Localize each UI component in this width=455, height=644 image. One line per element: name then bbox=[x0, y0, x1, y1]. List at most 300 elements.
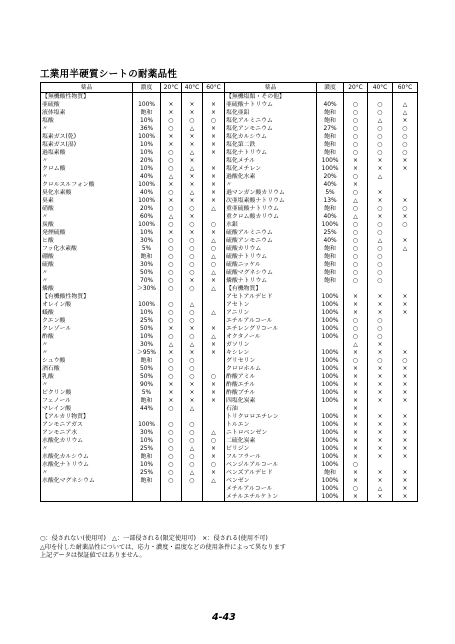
rating-20c: △ bbox=[161, 341, 182, 349]
chemical-name: ピリジン bbox=[225, 445, 317, 453]
rating-60c: × bbox=[203, 341, 225, 349]
rating-20c: × bbox=[344, 349, 368, 357]
rating-60c: △ bbox=[203, 309, 225, 317]
rating-60c: × bbox=[203, 149, 225, 157]
rating-60c bbox=[203, 317, 225, 325]
concentration: 60% bbox=[133, 213, 161, 221]
concentration: 飽和 bbox=[317, 253, 344, 261]
concentration: 飽和 bbox=[317, 269, 344, 277]
rating-40c: ○ bbox=[368, 317, 393, 325]
rating-20c: ○ bbox=[344, 461, 368, 469]
rating-40c bbox=[182, 293, 203, 301]
chemical-name: 過マンガン酸カリウム bbox=[225, 189, 317, 197]
concentration: 100% bbox=[317, 373, 344, 381]
concentration: 100% bbox=[317, 301, 344, 309]
rating-40c: △ bbox=[368, 485, 393, 493]
rating-60c bbox=[393, 261, 418, 269]
table-row bbox=[41, 413, 418, 421]
rating-40c: ○ bbox=[182, 421, 203, 429]
concentration: 100% bbox=[317, 461, 344, 469]
rating-60c: ○ bbox=[203, 245, 225, 253]
rating-40c: ○ bbox=[368, 253, 393, 261]
header-60c: 60°C bbox=[203, 83, 225, 93]
header-chemical: 薬品 bbox=[225, 83, 317, 93]
concentration: 100% bbox=[317, 293, 344, 301]
rating-20c: ○ bbox=[344, 109, 368, 117]
rating-60c: × bbox=[203, 445, 225, 453]
chemical-name: シュウ酸 bbox=[41, 357, 133, 365]
table-row bbox=[41, 141, 418, 149]
rating-20c: ○ bbox=[161, 469, 182, 477]
chemical-name: クロム酸 bbox=[41, 165, 133, 173]
rating-40c: ○ bbox=[182, 285, 203, 293]
rating-40c: × bbox=[368, 341, 393, 349]
concentration: 10% bbox=[133, 165, 161, 173]
rating-40c: ○ bbox=[182, 333, 203, 341]
rating-60c: × bbox=[393, 165, 418, 173]
rating-40c: × bbox=[182, 197, 203, 205]
table-row bbox=[41, 109, 418, 117]
rating-60c bbox=[393, 229, 418, 237]
table-row bbox=[41, 125, 418, 133]
concentration: 50% bbox=[133, 365, 161, 373]
rating-60c: × bbox=[393, 493, 418, 502]
concentration: 10% bbox=[133, 117, 161, 125]
rating-20c: × bbox=[344, 397, 368, 405]
rating-40c: ○ bbox=[182, 269, 203, 277]
concentration: 100% bbox=[317, 437, 344, 445]
rating-20c: ○ bbox=[161, 333, 182, 341]
rating-20c: × bbox=[344, 165, 368, 173]
chemical-name: アンモニアガス bbox=[41, 421, 133, 429]
rating-40c: × bbox=[368, 213, 393, 221]
chemical-name: 水酸化カリウム bbox=[41, 437, 133, 445]
concentration: 10% bbox=[133, 141, 161, 149]
rating-60c: △ bbox=[203, 477, 225, 485]
chemical-name: 酢酸エチル bbox=[225, 381, 317, 389]
rating-40c: × bbox=[368, 397, 393, 405]
chemical-name: 燐酸ナトリウム bbox=[225, 277, 317, 285]
table-row bbox=[41, 205, 418, 213]
chemical-name bbox=[41, 493, 133, 502]
concentration: 100% bbox=[317, 421, 344, 429]
rating-60c: × bbox=[393, 453, 418, 461]
chemical-name: 〃 bbox=[41, 349, 133, 357]
concentration: 20% bbox=[317, 173, 344, 181]
rating-60c: × bbox=[393, 389, 418, 397]
rating-20c: × bbox=[161, 381, 182, 389]
rating-60c: ○ bbox=[393, 221, 418, 229]
chemical-name: 水酸化カルシウム bbox=[41, 453, 133, 461]
concentration bbox=[317, 285, 344, 293]
concentration bbox=[133, 293, 161, 301]
rating-40c: × bbox=[368, 389, 393, 397]
concentration: 70% bbox=[133, 277, 161, 285]
rating-40c: × bbox=[182, 229, 203, 237]
rating-40c: ○ bbox=[368, 261, 393, 269]
concentration: 飽和 bbox=[317, 277, 344, 285]
table-row bbox=[41, 277, 418, 285]
header-chemical: 薬品 bbox=[41, 83, 133, 93]
concentration: 飽和 bbox=[317, 261, 344, 269]
rating-20c: ○ bbox=[344, 325, 368, 333]
chemical-name: クエン酸 bbox=[41, 317, 133, 325]
rating-20c: ○ bbox=[344, 205, 368, 213]
rating-40c: ○ bbox=[182, 365, 203, 373]
table-row bbox=[41, 101, 418, 109]
chemical-name: 硫酸カリウム bbox=[225, 245, 317, 253]
table-row bbox=[41, 261, 418, 269]
header-concentration: 濃度 bbox=[133, 83, 161, 93]
rating-40c bbox=[368, 461, 393, 469]
rating-60c: ○ bbox=[393, 357, 418, 365]
disclaimer-note: 上記データは保証値ではありません。 bbox=[40, 552, 146, 560]
rating-40c: ○ bbox=[368, 101, 393, 109]
rating-40c: × bbox=[182, 133, 203, 141]
rating-40c: × bbox=[368, 493, 393, 502]
concentration: 100% bbox=[317, 397, 344, 405]
rating-40c: △ bbox=[182, 445, 203, 453]
concentration: 100% bbox=[133, 421, 161, 429]
page-title: 工業用半硬質シートの耐薬品性 bbox=[40, 69, 178, 80]
rating-40c: ○ bbox=[182, 437, 203, 445]
table-row bbox=[41, 189, 418, 197]
table-row bbox=[41, 445, 418, 453]
concentration: 100% bbox=[317, 493, 344, 502]
rating-40c bbox=[182, 93, 203, 102]
rating-40c: ○ bbox=[368, 269, 393, 277]
chemical-name: 石油 bbox=[225, 405, 317, 413]
rating-20c: ○ bbox=[161, 405, 182, 413]
chemical-name: エチレングリコール bbox=[225, 325, 317, 333]
concentration: 40% bbox=[317, 101, 344, 109]
concentration: 30% bbox=[133, 237, 161, 245]
rating-60c: × bbox=[393, 485, 418, 493]
concentration: 25% bbox=[133, 445, 161, 453]
table-row bbox=[41, 237, 418, 245]
concentration: 44% bbox=[133, 405, 161, 413]
rating-40c: ○ bbox=[368, 277, 393, 285]
table-row bbox=[41, 165, 418, 173]
rating-20c: ○ bbox=[344, 101, 368, 109]
concentration: 90% bbox=[133, 381, 161, 389]
chemical-name: 臭素 bbox=[41, 197, 133, 205]
chemical-name: 塩素ガス(湿) bbox=[41, 141, 133, 149]
concentration: ＞95% bbox=[133, 349, 161, 357]
rating-40c: × bbox=[182, 277, 203, 285]
rating-20c: × bbox=[161, 109, 182, 117]
chemical-name: フルフラール bbox=[225, 453, 317, 461]
rating-40c: × bbox=[182, 109, 203, 117]
concentration: 30% bbox=[133, 429, 161, 437]
rating-20c: ○ bbox=[344, 229, 368, 237]
rating-40c: × bbox=[182, 397, 203, 405]
concentration: 10% bbox=[133, 149, 161, 157]
chemical-name: 【無機塩類・その他】 bbox=[225, 93, 317, 102]
chemical-name: 硝酸 bbox=[41, 205, 133, 213]
header-40c: 40°C bbox=[182, 83, 203, 93]
rating-60c: × bbox=[203, 109, 225, 117]
rating-60c: × bbox=[203, 189, 225, 197]
concentration bbox=[133, 493, 161, 502]
chemical-name: 水酸化ナトリウム bbox=[41, 461, 133, 469]
rating-20c: × bbox=[161, 181, 182, 189]
rating-20c: × bbox=[344, 293, 368, 301]
concentration: 10% bbox=[133, 309, 161, 317]
rating-20c: ○ bbox=[344, 269, 368, 277]
chemical-name: ヒ酸 bbox=[41, 237, 133, 245]
concentration: 25% bbox=[133, 317, 161, 325]
chemical-name: 〃 bbox=[41, 469, 133, 477]
rating-60c: △ bbox=[203, 237, 225, 245]
chemical-name: 塩化カルシウム bbox=[225, 133, 317, 141]
rating-20c: ○ bbox=[161, 205, 182, 213]
chemical-name: オレイン酸 bbox=[41, 301, 133, 309]
rating-60c bbox=[393, 277, 418, 285]
concentration: 100% bbox=[317, 477, 344, 485]
concentration: 100% bbox=[317, 317, 344, 325]
chemical-name: 酢酸ブチル bbox=[225, 389, 317, 397]
rating-60c bbox=[393, 405, 418, 413]
concentration: 飽和 bbox=[317, 469, 344, 477]
rating-40c: ○ bbox=[368, 133, 393, 141]
rating-60c: × bbox=[203, 141, 225, 149]
rating-20c: ○ bbox=[344, 189, 368, 197]
chemical-name: フェノール bbox=[41, 397, 133, 405]
rating-60c bbox=[203, 405, 225, 413]
chemical-name: 〃 bbox=[41, 341, 133, 349]
chemical-name: 〃 bbox=[41, 445, 133, 453]
rating-60c: × bbox=[393, 421, 418, 429]
concentration: 25% bbox=[317, 229, 344, 237]
rating-20c: × bbox=[161, 397, 182, 405]
rating-60c: ○ bbox=[393, 205, 418, 213]
chemical-name: 塩化アルミニウム bbox=[225, 117, 317, 125]
chemical-name: 〃 bbox=[41, 125, 133, 133]
table-row bbox=[41, 453, 418, 461]
rating-60c: × bbox=[203, 101, 225, 109]
concentration: 飽和 bbox=[317, 245, 344, 253]
rating-60c: △ bbox=[203, 333, 225, 341]
rating-40c bbox=[368, 93, 393, 102]
rating-60c: ○ bbox=[203, 437, 225, 445]
chemical-name bbox=[41, 485, 133, 493]
chemical-name: メチルアルコール bbox=[225, 485, 317, 493]
rating-60c: ○ bbox=[203, 261, 225, 269]
chemical-name: 酢酸アミル bbox=[225, 373, 317, 381]
chemical-name: 【アルカリ物質】 bbox=[41, 413, 133, 421]
rating-60c: × bbox=[393, 197, 418, 205]
table-row bbox=[41, 229, 418, 237]
concentration: 27% bbox=[317, 125, 344, 133]
rating-20c: ○ bbox=[161, 421, 182, 429]
concentration: 100% bbox=[317, 157, 344, 165]
chemical-name: アンモニア水 bbox=[41, 429, 133, 437]
rating-40c: △ bbox=[182, 189, 203, 197]
table-row bbox=[41, 405, 418, 413]
concentration: 40% bbox=[317, 181, 344, 189]
rating-40c: × bbox=[368, 445, 393, 453]
rating-60c: × bbox=[393, 349, 418, 357]
rating-40c: ○ bbox=[368, 221, 393, 229]
concentration: 飽和 bbox=[317, 109, 344, 117]
rating-20c: × bbox=[344, 493, 368, 502]
rating-40c: ○ bbox=[182, 205, 203, 213]
header-60c: 60°C bbox=[393, 83, 418, 93]
rating-20c bbox=[161, 493, 182, 502]
table-row bbox=[41, 293, 418, 301]
rating-60c bbox=[203, 493, 225, 502]
rating-60c: △ bbox=[203, 285, 225, 293]
rating-20c: ○ bbox=[344, 149, 368, 157]
rating-40c: × bbox=[182, 325, 203, 333]
rating-20c bbox=[161, 413, 182, 421]
table-row bbox=[41, 389, 418, 397]
chemical-name: 塩化第二鉄 bbox=[225, 141, 317, 149]
rating-20c: × bbox=[344, 309, 368, 317]
table-row bbox=[41, 437, 418, 445]
concentration: 40% bbox=[133, 189, 161, 197]
chemical-name: 亜硫酸 bbox=[41, 101, 133, 109]
table-row bbox=[41, 213, 418, 221]
rating-20c: ○ bbox=[344, 173, 368, 181]
rating-20c bbox=[344, 93, 368, 102]
chemical-name: 重亜硫酸ナトリウム bbox=[225, 205, 317, 213]
rating-20c: × bbox=[344, 365, 368, 373]
rating-20c: ○ bbox=[344, 317, 368, 325]
rating-60c: × bbox=[203, 229, 225, 237]
rating-40c bbox=[368, 181, 393, 189]
rating-20c: ○ bbox=[161, 117, 182, 125]
rating-20c: ○ bbox=[161, 453, 182, 461]
chemical-name: 燐酸 bbox=[41, 285, 133, 293]
concentration: 20% bbox=[133, 205, 161, 213]
concentration: 100% bbox=[133, 133, 161, 141]
rating-40c: × bbox=[368, 437, 393, 445]
rating-40c bbox=[182, 493, 203, 502]
rating-20c bbox=[161, 93, 182, 102]
concentration: 36% bbox=[133, 125, 161, 133]
chemical-name: 塩酸 bbox=[41, 117, 133, 125]
table-row bbox=[41, 117, 418, 125]
rating-60c: × bbox=[203, 197, 225, 205]
rating-60c: × bbox=[393, 413, 418, 421]
chemical-name: 〃 bbox=[225, 181, 317, 189]
rating-60c: ○ bbox=[393, 149, 418, 157]
rating-40c: × bbox=[182, 101, 203, 109]
rating-20c: ○ bbox=[344, 485, 368, 493]
rating-20c: △ bbox=[344, 213, 368, 221]
concentration: 100% bbox=[317, 453, 344, 461]
table-row bbox=[41, 357, 418, 365]
concentration: 飽和 bbox=[133, 477, 161, 485]
rating-40c: ○ bbox=[368, 149, 393, 157]
concentration bbox=[317, 93, 344, 102]
header-20c: 20°C bbox=[161, 83, 182, 93]
rating-40c: × bbox=[368, 421, 393, 429]
rating-60c: × bbox=[203, 397, 225, 405]
rating-40c: × bbox=[368, 477, 393, 485]
rating-40c: ○ bbox=[182, 453, 203, 461]
rating-40c: ○ bbox=[368, 141, 393, 149]
chemical-name: 乳酸 bbox=[41, 373, 133, 381]
rating-20c: ○ bbox=[161, 221, 182, 229]
concentration: 100% bbox=[317, 389, 344, 397]
rating-40c: ○ bbox=[368, 333, 393, 341]
concentration: ＞30% bbox=[133, 285, 161, 293]
table-row bbox=[41, 477, 418, 485]
rating-40c: × bbox=[368, 189, 393, 197]
rating-40c: × bbox=[368, 469, 393, 477]
rating-60c bbox=[393, 461, 418, 469]
rating-40c: × bbox=[368, 413, 393, 421]
table-row bbox=[41, 469, 418, 477]
rating-40c: × bbox=[182, 381, 203, 389]
table-row bbox=[41, 429, 418, 437]
chemical-name: 硫酸アンモニウム bbox=[225, 237, 317, 245]
concentration: 飽和 bbox=[133, 453, 161, 461]
concentration: 飽和 bbox=[317, 117, 344, 125]
condition-note: △印を付した耐薬品性については，応力・濃度・温度などの使用条件によって異なります bbox=[40, 543, 286, 551]
rating-40c: × bbox=[182, 181, 203, 189]
rating-60c: × bbox=[393, 469, 418, 477]
chemical-name: ニトロベンゼン bbox=[225, 429, 317, 437]
rating-20c: ○ bbox=[344, 261, 368, 269]
rating-60c: △ bbox=[393, 245, 418, 253]
header-20c: 20°C bbox=[344, 83, 368, 93]
rating-20c: × bbox=[161, 325, 182, 333]
rating-60c bbox=[203, 413, 225, 421]
rating-40c: ○ bbox=[368, 245, 393, 253]
rating-40c: △ bbox=[182, 341, 203, 349]
chemical-name: 酢酸 bbox=[41, 333, 133, 341]
chemical-name: 過塩素酸 bbox=[41, 149, 133, 157]
chemical-name: 蟻酸 bbox=[41, 309, 133, 317]
concentration: 飽和 bbox=[133, 357, 161, 365]
rating-40c: × bbox=[368, 301, 393, 309]
rating-40c: ○ bbox=[182, 237, 203, 245]
rating-40c: △ bbox=[182, 125, 203, 133]
rating-20c: ○ bbox=[161, 461, 182, 469]
rating-20c: ○ bbox=[161, 245, 182, 253]
rating-20c: ○ bbox=[161, 125, 182, 133]
chemical-name: アセトアルデヒド bbox=[225, 293, 317, 301]
rating-20c: ○ bbox=[344, 117, 368, 125]
table-row bbox=[41, 157, 418, 165]
concentration: 100% bbox=[317, 309, 344, 317]
concentration: 飽和 bbox=[317, 149, 344, 157]
rating-60c bbox=[203, 213, 225, 221]
rating-60c bbox=[393, 189, 418, 197]
rating-60c: ○ bbox=[393, 141, 418, 149]
rating-40c bbox=[182, 485, 203, 493]
concentration bbox=[317, 405, 344, 413]
table-row bbox=[41, 149, 418, 157]
header-concentration: 濃度 bbox=[317, 83, 344, 93]
rating-20c: ○ bbox=[161, 165, 182, 173]
rating-60c: × bbox=[393, 301, 418, 309]
chemical-name: 液体塩素 bbox=[41, 109, 133, 117]
rating-40c: × bbox=[182, 213, 203, 221]
rating-60c bbox=[393, 253, 418, 261]
chemical-resistance-table bbox=[40, 82, 418, 502]
rating-40c: ○ bbox=[368, 229, 393, 237]
rating-20c bbox=[161, 293, 182, 301]
rating-40c bbox=[368, 405, 393, 413]
concentration: 40% bbox=[133, 173, 161, 181]
chemical-name: トリクロロエチレン bbox=[225, 413, 317, 421]
rating-20c: ○ bbox=[344, 133, 368, 141]
